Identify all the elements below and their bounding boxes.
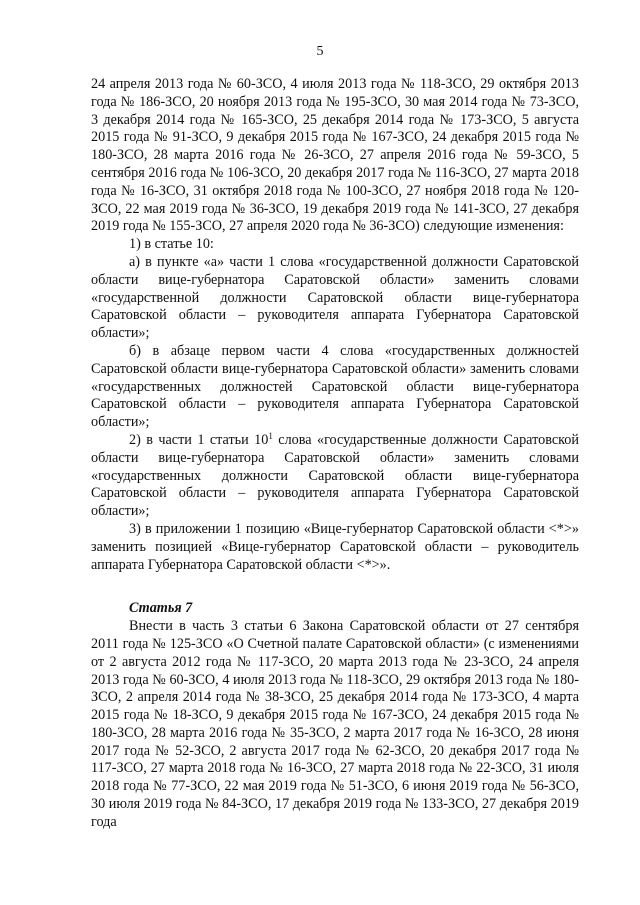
- item-1a-text: а) в пункте «а» части 1 слова «государственной должности Саратовской области вице-губернатора Саратовской области» заменить словами «государственной должности Саратовской области вице-губернатора Саратовской области – руководителя аппарата Губернатора Саратовской области»;: [91, 253, 579, 342]
- item-2-before: 2) в части 1 статьи 10: [129, 431, 269, 448]
- item-2-superscript: 1: [268, 430, 273, 441]
- item-3-text: 3) в приложении 1 позицию «Вице-губернатор Саратовской области <*>» заменить позицией «Вице-губернатор Саратовской области – руководитель аппарата Губернатора Саратовской области <*>».: [91, 520, 579, 573]
- page-number: 5: [316, 44, 324, 59]
- item-1b-text: б) в абзаце первом части 4 слова «государственных должностей Саратовской области вице-губернатора Саратовской области» заменить словами «государственных должностей Саратовской области вице-губернатора Саратовской области – руководителя аппарата Губернатора Саратовской области»;: [91, 342, 579, 431]
- item-2-after: слова «государственные должности Саратовской области вице-губернатора Саратовской области» заменить словами «государственных должности Саратовской области вице-губернатора Саратовской области – руководителя аппарата Губернатора Саратовской области»;: [91, 431, 579, 520]
- article-7-body: Внести в часть 3 статьи 6 Закона Саратовской области от 27 сентября 2011 года № 125-ЗСО «О Счетной палате Саратовской области» (с изменениями от 2 августа 2012 года № 117-ЗСО, 20 марта 2013 года № 23-ЗСО, 24 апреля 2013 года № 60-ЗСО, 4 июля 2013 года № 118-ЗСО, 29 октября 2013 года № 180-ЗСО, 2 апреля 2014 года № 38-ЗСО, 25 декабря 2014 года № 173-ЗСО, 4 марта 2015 года № 18-ЗСО, 9 декабря 2015 года № 167-ЗСО, 24 декабря 2015 года № 180-ЗСО, 28 марта 2016 года № 35-ЗСО, 2 марта 2017 года № 16-ЗСО, 28 июня 2017 года № 52-ЗСО, 2 августа 2017 года № 62-ЗСО, 20 декабря 2017 года № 117-ЗСО, 27 марта 2018 года № 16-ЗСО, 27 марта 2018 года № 22-ЗСО, 31 июля 2018 года № 77-ЗСО, 22 мая 2019 года № 51-ЗСО, 6 июня 2019 года № 56-ЗСО, 30 июля 2019 года № 84-ЗСО, 17 декабря 2019 года № 133-ЗСО, 27 декабря 2019 года: [91, 618, 579, 830]
- document-body: [91, 76, 579, 832]
- section-gap: [91, 574, 579, 600]
- item-1-article-10: 1) в статье 10:: [129, 236, 214, 253]
- amendment-list-continuation: 24 апреля 2013 года № 60-ЗСО, 4 июля 2013 года № 118-ЗСО, 29 октября 2013 года № 186-ЗСО, 20 ноября 2013 года № 195-ЗСО, 30 мая 2014 года № 73-ЗСО, 3 декабря 2014 года № 165-ЗСО, 25 декабря 2014 года № 173-ЗСО, 5 августа 2015 года № 91-ЗСО, 9 декабря 2015 года № 167-ЗСО, 24 декабря 2015 года № 180-ЗСО, 28 марта 2016 года № 26-ЗСО, 27 апреля 2016 года № 59-ЗСО, 5 сентября 2016 года № 106-ЗСО, 20 декабря 2017 года № 116-ЗСО, 27 марта 2018 года № 16-ЗСО, 31 октября 2018 года № 100-ЗСО, 27 ноября 2018 года № 120-ЗСО, 22 мая 2019 года № 36-ЗСО, 19 декабря 2019 года № 141-ЗСО, 27 декабря 2019 года № 155-ЗСО, 27 апреля 2020 года № 36-ЗСО) следующие изменения:: [91, 76, 579, 235]
- item-2-text: [91, 432, 579, 521]
- article-7-heading: Статья 7: [129, 600, 193, 617]
